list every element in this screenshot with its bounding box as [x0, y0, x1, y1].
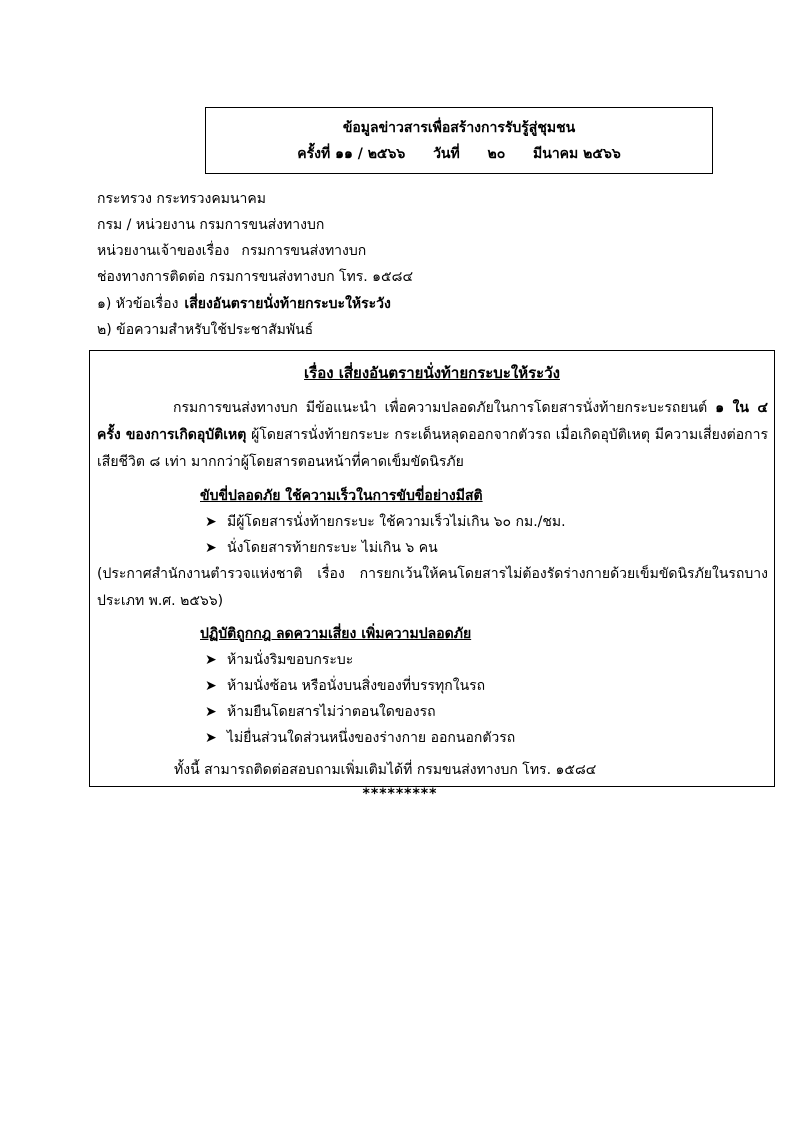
topic-item-1 [97, 291, 391, 317]
arrow-bullet-icon: ➤ [205, 730, 217, 746]
section-1-title: ขับขี่ปลอดภัย ใช้ความเร็วในการขับขี่อย่างมีสติ [200, 488, 483, 504]
header-box [205, 107, 713, 174]
intro-part-2: ผู้โดยสารนั่งท้ายกระบะ กระเด็นหลุดออกจากตัวรถ เมื่อเกิดอุบัติเหตุ มีความเสี่ยงต่อการเสียชีวิต ๘ เท่า มากกว่าผู้โดยสารตอนหน้าที่คาดเข็มขัดนิรภัย [97, 427, 768, 470]
section-2-item [205, 673, 485, 699]
section-2-item-text: ไม่ยื่นส่วนใดส่วนหนึ่งของร่างกาย ออกนอกตัวรถ [227, 730, 516, 746]
intro-part-1: กรมการขนส่งทางบก มีข้อแนะนำ เพื่อความปลอดภัยในการโดยสารนั่งท้ายกระบะรถยนต์ [173, 400, 708, 416]
arrow-bullet-icon: ➤ [205, 704, 217, 720]
intro-paragraph [97, 395, 768, 476]
date-label: วันที่ [433, 146, 460, 162]
section-2-item-text: ห้ามนั่งริมขอบกระบะ [227, 652, 354, 668]
section-1-item [205, 535, 438, 561]
intro-bold: ๑ ใน ๔ ครั้ง ของการเกิดอุบัติเหตุ [97, 400, 768, 443]
contact-line: ช่องทางการติดต่อ กรมการขนส่งทางบก โทร. ๑๕๘๔ [97, 269, 414, 285]
section-2-item [205, 699, 436, 725]
announcement-note: (ประกาศสำนักงานตำรวจแห่งชาติ เรื่อง การยกเว้นให้คนโดยสารไม่ต้องรัดร่างกายด้วยเข็มขัดนิรภัยในรถบางประเภท พ.ศ. ๒๕๖๖) [97, 566, 768, 609]
content-title: เรื่อง เสี่ยงอันตรายนั่งท้ายกระบะให้ระวัง [304, 364, 560, 382]
topic-item-1-value: เสี่ยงอันตรายนั่งท้ายกระบะให้ระวัง [184, 296, 391, 312]
owner-line [97, 238, 757, 264]
owner-value: กรมการขนส่งทางบก [241, 243, 367, 259]
topic-item-1-label: ๑) หัวข้อเรื่อง [97, 296, 179, 312]
arrow-bullet-icon: ➤ [205, 652, 217, 668]
issue-number: ครั้งที่ ๑๑ / ๒๕๖๖ [297, 146, 406, 162]
section-2-item-text: ห้ามยืนโดยสารไม่ว่าตอนใดของรถ [227, 704, 436, 720]
section-1-item-text: มีผู้โดยสารนั่งท้ายกระบะ ใช้ความเร็วไม่เกิน ๖๐ กม./ชม. [227, 514, 566, 530]
section-2-item-text: ห้ามนั่งซ้อน หรือนั่งบนสิ่งของที่บรรทุกในรถ [227, 678, 486, 694]
section-2-item [205, 725, 515, 751]
content-box [89, 350, 775, 787]
section-2-item [205, 647, 353, 673]
date-day: ๒๐ [487, 146, 506, 162]
owner-label: หน่วยงานเจ้าของเรื่อง [97, 243, 230, 259]
topic-block [97, 291, 391, 343]
section-1-item [205, 509, 566, 535]
header-title: ข้อมูลข่าวสารเพื่อสร้างการรับรู้สู่ชุมชน [342, 120, 576, 136]
department-line: กรม / หน่วยงาน กรมการขนส่งทางบก [97, 217, 325, 233]
ministry-line: กระทรวง กระทรวงคมนาคม [97, 191, 266, 207]
meta-block [97, 186, 757, 290]
arrow-bullet-icon: ➤ [205, 540, 217, 556]
arrow-bullet-icon: ➤ [205, 678, 217, 694]
topic-item-2: ๒) ข้อความสำหรับใช้ประชาสัมพันธ์ [97, 322, 314, 338]
contact-note: ทั้งนี้ สามารถติดต่อสอบถามเพิ่มเติมได้ที่ กรมขนส่งทางบก โทร. ๑๕๘๔ [174, 762, 597, 778]
arrow-bullet-icon: ➤ [205, 514, 217, 530]
date-month-year: มีนาคม ๒๕๖๖ [533, 146, 621, 162]
end-stars: ********* [362, 786, 438, 802]
section-1-item-text: นั่งโดยสารท้ายกระบะ ไม่เกิน ๖ คน [227, 540, 438, 556]
header-issue-line [206, 141, 712, 167]
section-2-title: ปฏิบัติถูกกฎ ลดความเสี่ยง เพิ่มความปลอดภัย [200, 626, 472, 642]
